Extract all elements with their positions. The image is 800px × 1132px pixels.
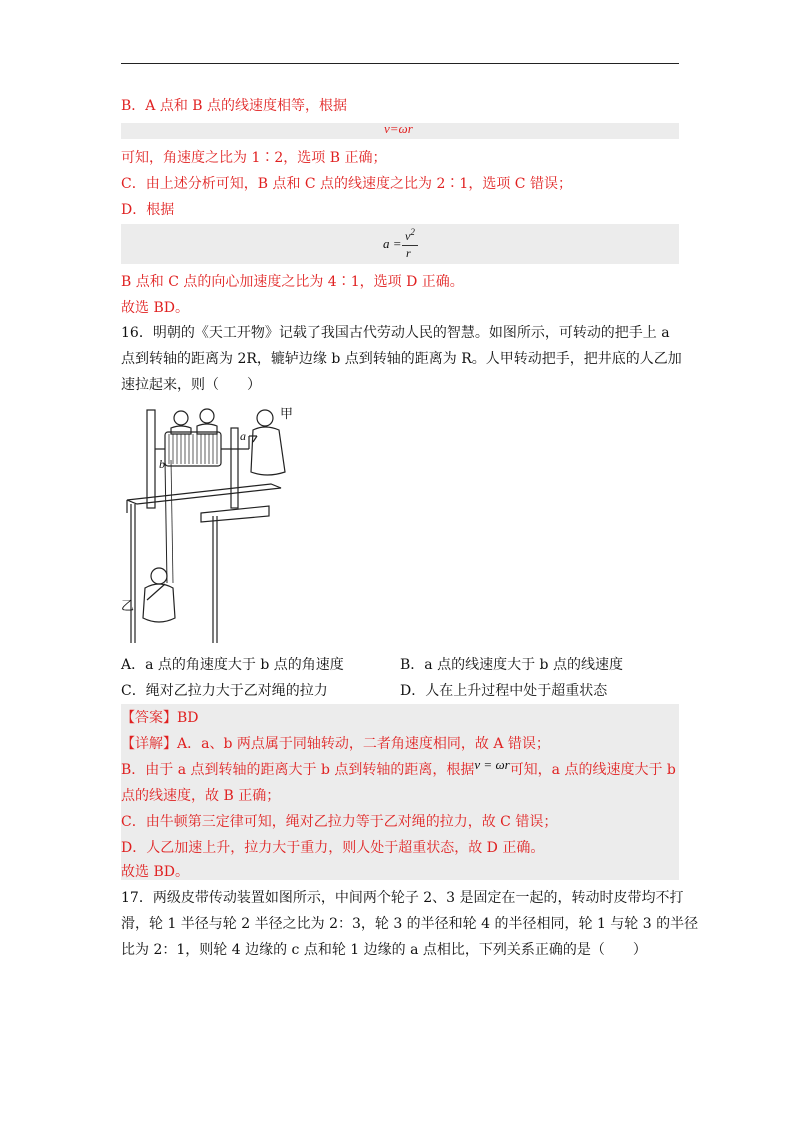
solution-line-b: B．A 点和 B 点的线速度相等，根据 <box>121 98 348 114</box>
label-yi: 乙 <box>121 599 135 614</box>
q16-option-c: C．绳对乙拉力大于乙对绳的拉力 <box>121 683 328 699</box>
person-jia-head <box>257 410 273 426</box>
formula-box-accel <box>121 224 679 264</box>
formula-a-numerator: $v^2$ <box>405 227 415 243</box>
solution-line-choose: 故选 BD。 <box>121 300 189 316</box>
q17-stem-line-2: 滑，轮 1 半径与轮 2 半径之比为 2：3，轮 3 的半径和轮 4 的半径相同，轮 1 与轮 3 的半径 <box>121 916 699 932</box>
header-rule <box>121 63 679 64</box>
formula-a-lhs: a = <box>383 236 402 251</box>
formula-a-denominator: r <box>406 246 411 260</box>
q17-stem-line-3: 比为 2：1，则轮 4 边缘的 c 点和轮 1 边缘的 a 点相比，下列关系正确的是（ ） <box>121 942 647 958</box>
q16-answer: 【答案】BD <box>121 710 199 726</box>
q16-stem-line-1: 16．明朝的《天工开物》记载了我国古代劳动人民的智慧。如图所示，可转动的把手上 a <box>121 325 670 341</box>
q16-detail-line-5: D．人乙加速上升，拉力大于重力，则人处于超重状态，故 D 正确。 <box>121 840 545 856</box>
q16-detail-line-6: 故选 BD。 <box>121 864 189 880</box>
q16-option-a: A．a 点的角速度大于 b 点的角速度 <box>121 657 344 673</box>
windlass-drawing <box>121 398 301 648</box>
q16-option-b: B．a 点的线速度大于 b 点的线速度 <box>400 657 623 673</box>
q16-detail-line-2 <box>121 757 676 780</box>
label-jia: 甲 <box>280 407 294 422</box>
right-post <box>231 428 238 508</box>
left-post <box>147 410 155 508</box>
q16-detail-2-formula: v = ωr <box>474 757 510 772</box>
label-a: a <box>240 429 246 443</box>
formula-vwr: v=ωr <box>384 121 413 136</box>
windlass-illustration <box>121 398 301 648</box>
person-jia-body <box>251 427 285 475</box>
person-yi-head <box>151 568 167 584</box>
label-b: b <box>159 457 165 471</box>
solution-line-c: C．由上述分析可知，B 点和 C 点的线速度之比为 2∶1，选项 C 错误； <box>121 176 572 192</box>
solution-line-ratio: 可知，角速度之比为 1∶2，选项 B 正确； <box>121 150 387 166</box>
formula-box-vwr <box>121 123 679 139</box>
q16-stem-line-3: 速拉起来，则（ ） <box>121 377 261 393</box>
q16-option-d: D．人在上升过程中处于超重状态 <box>400 683 608 699</box>
rope <box>165 460 167 583</box>
q17-stem-line-1: 17．两级皮带传动装置如图所示，中间两个轮子 2、3 是固定在一起的，转动时皮带均不打 <box>121 890 684 906</box>
solution-line-accel: B 点和 C 点的向心加速度之比为 4∶1，选项 D 正确。 <box>121 274 464 290</box>
q16-detail-line-1: 【详解】A．a、b 两点属于同轴转动，二者角速度相同，故 A 错误； <box>121 736 550 752</box>
q16-detail-2-text-b: 可知，a 点的线速度大于 b <box>509 762 676 778</box>
q16-detail-2-text-a: B．由于 a 点到转轴的距离大于 b 点到转轴的距离，根据 <box>121 762 475 778</box>
q16-detail-line-3: 点的线速度，故 B 正确； <box>121 788 281 804</box>
q16-detail-line-4: C．由牛顿第三定律可知，绳对乙拉力等于乙对绳的拉力，故 C 错误； <box>121 814 558 830</box>
q16-stem-line-2: 点到转轴的距离为 2R，辘轳边缘 b 点到转轴的距离为 R。人甲转动把手，把井底的人乙加 <box>121 351 682 367</box>
solution-line-d: D．根据 <box>121 202 175 218</box>
platform-top <box>127 484 281 504</box>
